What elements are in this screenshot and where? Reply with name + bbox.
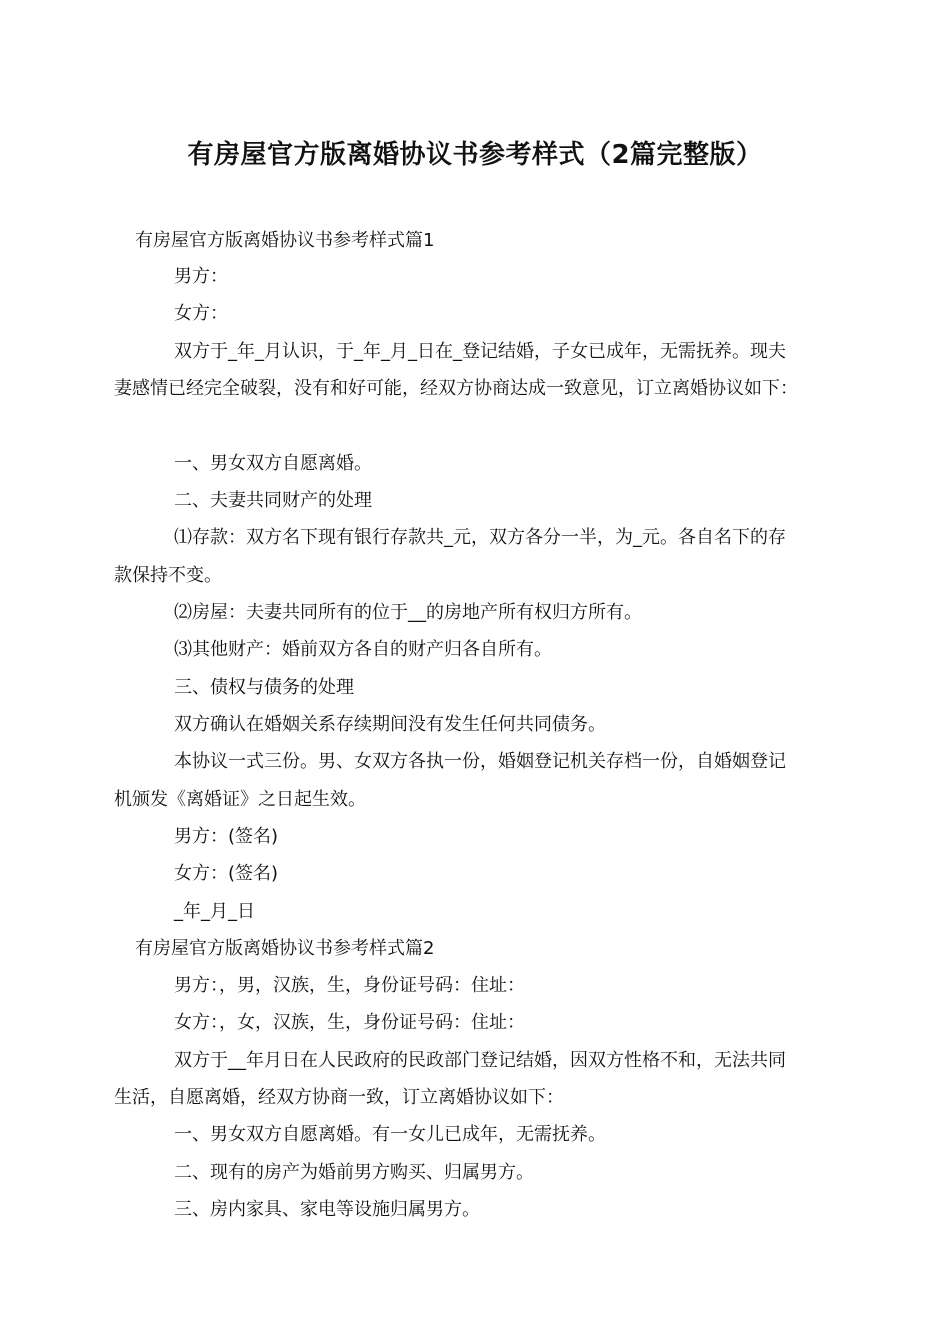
paragraph: ⑶其他财产：婚前双方各自的财产归各自所有。 (174, 639, 552, 660)
paragraph: 本协议一式三份。男、女双方各执一份，婚姻登记机关存档一份，自婚姻登记 (174, 751, 786, 772)
paragraph: 男方：，男，汉族，生，身份证号码：住址： (174, 975, 525, 996)
paragraph: 女方： (174, 303, 228, 324)
paragraph: 二、夫妻共同财产的处理 (174, 490, 372, 511)
paragraph: 双方于_年_月认识，于_年_月_日在_登记结婚，子女已成年，无需抚养。现夫 (174, 341, 786, 362)
paragraph: 三、房内家具、家电等设施归属男方。 (174, 1199, 480, 1220)
paragraph: 男方： (174, 266, 228, 287)
paragraph: 双方于__年月日在人民政府的民政部门登记结婚，因双方性格不和，无法共同 (174, 1050, 786, 1071)
paragraph: 三、债权与债务的处理 (174, 677, 354, 698)
document-title: 有房屋官方版离婚协议书参考样式（2篇完整版） (187, 140, 763, 170)
paragraph: 机颁发《离婚证》之日起生效。 (114, 789, 366, 810)
paragraph: 款保持不变。 (114, 565, 222, 586)
signature-line: 女方：(签名) (174, 863, 279, 884)
paragraph: 二、现有的房产为婚前男方购买、归属男方。 (174, 1162, 534, 1183)
date-line: _年_月_日 (174, 901, 255, 922)
paragraph: ⑴存款：双方名下现有银行存款共_元，双方各分一半，为_元。各自名下的存 (174, 527, 786, 548)
signature-line: 男方：(签名) (174, 826, 279, 847)
paragraph: 生活，自愿离婚，经双方协商一致，订立离婚协议如下： (114, 1087, 564, 1108)
paragraph: 妻感情已经完全破裂，没有和好可能，经双方协商达成一致意见，订立离婚协议如下： (114, 378, 798, 399)
paragraph: 一、男女双方自愿离婚。有一女儿已成年，无需抚养。 (174, 1124, 606, 1145)
paragraph: 一、男女双方自愿离婚。 (174, 453, 372, 474)
section-heading-1: 有房屋官方版离婚协议书参考样式篇1 (135, 230, 435, 251)
paragraph: ⑵房屋：夫妻共同所有的位于__的房地产所有权归方所有。 (174, 602, 642, 623)
paragraph: 双方确认在婚姻关系存续期间没有发生任何共同债务。 (174, 714, 606, 735)
section-heading-2: 有房屋官方版离婚协议书参考样式篇2 (135, 938, 435, 959)
paragraph: 女方：，女，汉族，生，身份证号码：住址： (174, 1012, 525, 1033)
